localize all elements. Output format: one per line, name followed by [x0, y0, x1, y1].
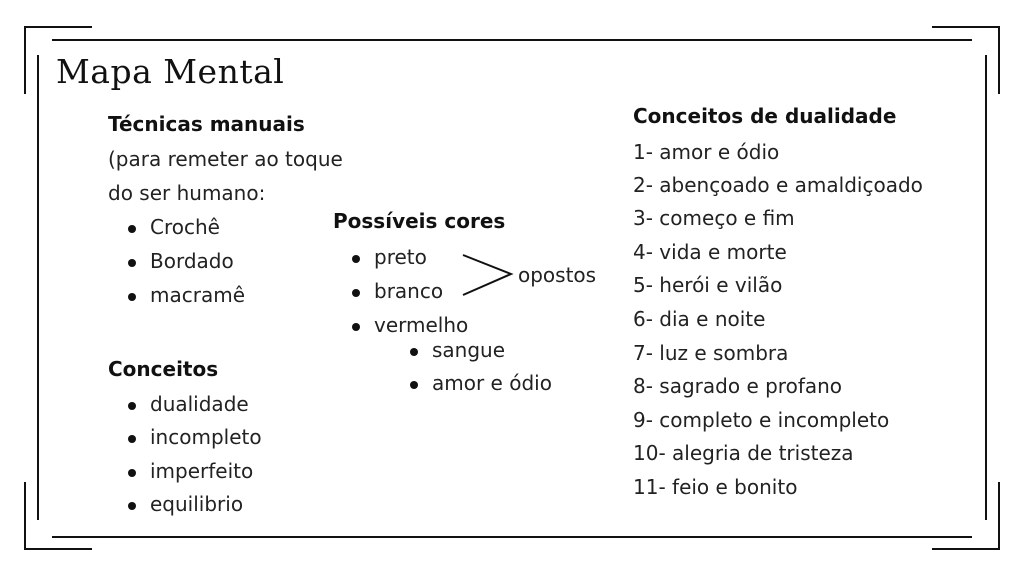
- list-item: amor e ódio: [408, 371, 552, 395]
- list-item: 2- abençoado e amaldiçoado: [633, 173, 923, 197]
- list-item: incompleto: [126, 425, 262, 449]
- list-item: 3- começo e fim: [633, 206, 795, 230]
- corner-top-right-h: [932, 26, 1000, 28]
- tecnicas-heading: Técnicas manuais: [108, 112, 305, 136]
- frame-top-line: [52, 39, 972, 41]
- opostos-label: opostos: [518, 263, 597, 287]
- list-item: 11- feio e bonito: [633, 475, 798, 499]
- cores-heading: Possíveis cores: [333, 209, 506, 233]
- list-item: branco: [350, 279, 443, 303]
- list-item: vermelho: [350, 313, 468, 337]
- list-item: imperfeito: [126, 459, 253, 483]
- list-item: 1- amor e ódio: [633, 140, 780, 164]
- page-title: Mapa Mental: [56, 52, 285, 91]
- list-item: 8- sagrado e profano: [633, 374, 843, 398]
- list-item: 6- dia e noite: [633, 307, 766, 331]
- frame-left-line: [37, 55, 39, 520]
- frame-right-line: [985, 55, 987, 520]
- corner-top-right-v: [998, 26, 1000, 94]
- corner-bottom-left-v: [24, 482, 26, 550]
- list-item: 9- completo e incompleto: [633, 408, 890, 432]
- corner-top-left-h: [24, 26, 92, 28]
- list-item: macramê: [126, 283, 245, 307]
- list-item: Bordado: [126, 249, 234, 273]
- corner-bottom-right-v: [998, 482, 1000, 550]
- list-item: 5- herói e vilão: [633, 273, 783, 297]
- corner-bottom-left-h: [24, 548, 92, 550]
- opostos-connector: [460, 252, 516, 298]
- list-item: preto: [350, 245, 427, 269]
- list-item: 7- luz e sombra: [633, 341, 789, 365]
- dualidade-heading: Conceitos de dualidade: [633, 104, 897, 128]
- tecnicas-note-line-2: do ser humano:: [108, 181, 266, 205]
- tecnicas-note-line-1: (para remeter ao toque: [108, 147, 343, 171]
- list-item: 10- alegria de tristeza: [633, 441, 854, 465]
- corner-bottom-right-h: [932, 548, 1000, 550]
- list-item: sangue: [408, 338, 505, 362]
- conceitos-heading: Conceitos: [108, 357, 219, 381]
- frame-bottom-line: [52, 536, 972, 538]
- list-item: dualidade: [126, 392, 249, 416]
- list-item: 4- vida e morte: [633, 240, 787, 264]
- list-item: equilibrio: [126, 492, 243, 516]
- corner-top-left-v: [24, 26, 26, 94]
- list-item: Crochê: [126, 215, 220, 239]
